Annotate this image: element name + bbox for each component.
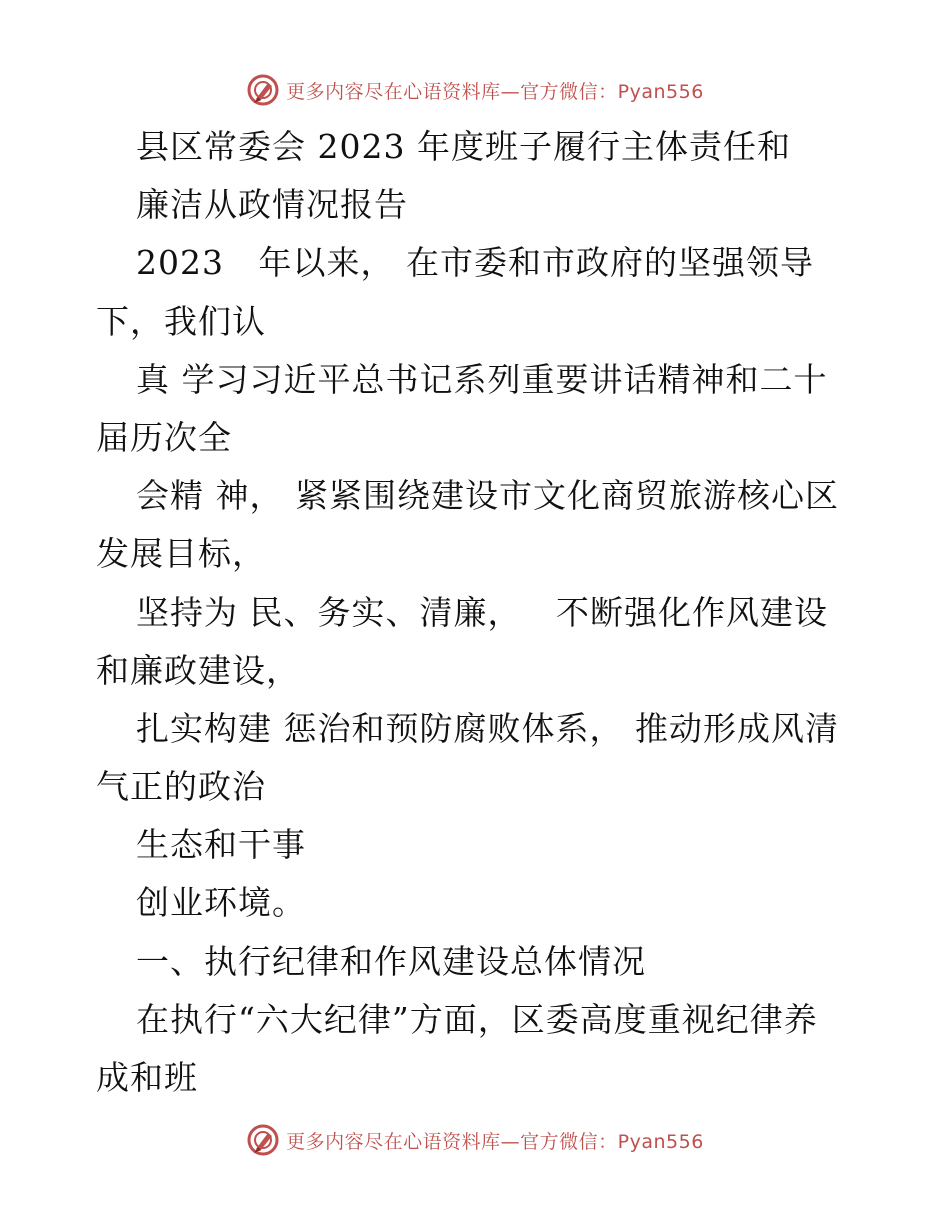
- document-body: [96, 118, 896, 1107]
- doc-line: 廉洁从政情况报告: [136, 185, 408, 225]
- doc-line: 气正的政治: [96, 767, 266, 807]
- doc-line: 生态和干事: [136, 825, 306, 865]
- pen-logo-icon: [246, 1123, 280, 1157]
- footer-banner-text: 更多内容尽在心语资料库—官方微信：Pyan556: [286, 1130, 704, 1153]
- doc-line: 成和班: [96, 1058, 198, 1097]
- doc-line: 扎实构建 惩治和预防腐败体系， 推动形成风清: [136, 708, 839, 748]
- section-heading: 一、执行纪律和作风建设总体情况: [136, 941, 646, 981]
- pen-logo-icon: [246, 73, 280, 107]
- doc-line: 届历次全: [96, 417, 232, 457]
- doc-line: 下，我们认: [96, 301, 266, 341]
- header-banner: [0, 70, 950, 110]
- doc-line: 县区常委会 2023 年度班子履行主体责任和: [136, 127, 791, 166]
- doc-line: 创业环境。: [136, 883, 306, 923]
- doc-line: 会精 神， 紧紧围绕建设市文化商贸旅游核心区: [136, 476, 839, 516]
- doc-line: 在执行“六大纪律”方面，区委高度重视纪律养: [136, 999, 818, 1039]
- doc-line: 和廉政建设，: [96, 650, 300, 690]
- doc-line: 坚持为 民、务实、清廉， 不断强化作风建设: [136, 592, 828, 632]
- doc-line: 真 学习习近平总书记系列重要讲话精神和二十: [136, 359, 828, 399]
- doc-line: 发展目标，: [96, 534, 266, 574]
- footer-banner: [0, 1120, 950, 1160]
- doc-line: 2023 年以来， 在市委和市政府的坚强领导: [136, 243, 814, 283]
- header-banner-text: 更多内容尽在心语资料库—官方微信：Pyan556: [286, 80, 704, 103]
